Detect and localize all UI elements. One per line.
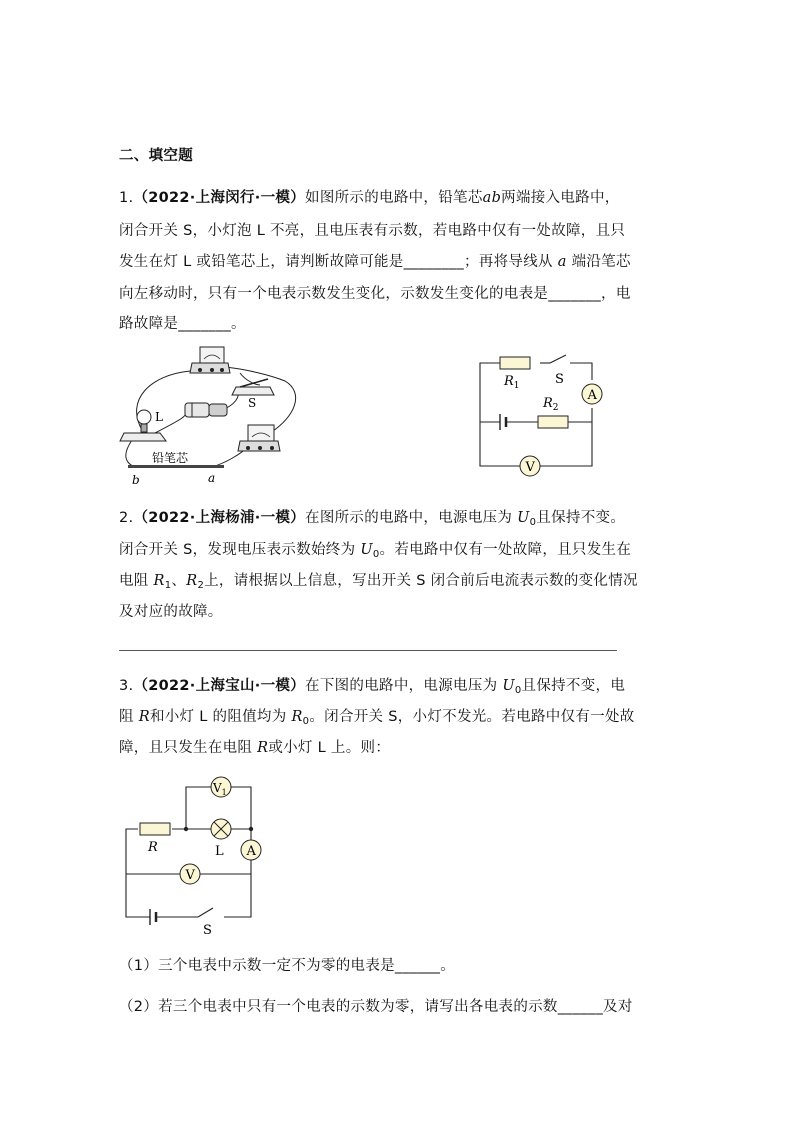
q3-text: 在下图的电路中，电源电压为 [305,678,503,694]
q2-var-r1: R [153,573,165,589]
q2-line-3 [119,571,638,596]
q1-number: 1. [119,190,134,206]
fig1-pencil-label: 铅笔芯 [152,451,189,465]
q2-var-r2-sub: 2 [197,580,205,591]
q2-text: 。若电路中仅有一处故障，且只发生在 [379,542,632,558]
fig2-voltmeter-label: V [525,460,535,475]
q3-text: 。闭合开关 S，小灯不发光。若电路中仅有一处故 [309,709,635,725]
q2-text: 上，请根据以上信息，写出开关 S 闭合前后电流表示数的变化情况 [204,573,638,589]
q1-text: 端沿笔芯 [566,254,631,270]
q2-var-u: U [517,510,530,526]
q1-text: 如图所示的电路中，铅笔芯 [305,190,483,206]
q3-text: 和小灯 L 的阻值均为 [149,709,292,725]
fig3-r-label: R [148,840,158,855]
q3-var-r0: R [291,709,303,725]
q3-text: 或小灯 L 上。则： [268,740,391,756]
q1-line-5: 路故障是_______。 [119,316,246,332]
voltmeter-right-device [238,425,280,451]
q2-var-u-sub: 0 [372,549,380,560]
q3-var-u-sub: 0 [514,685,522,696]
voltmeter-top-device [190,347,230,373]
q1-source: （2022·上海闵行·一模） [133,190,306,206]
q2-var-r1-sub: 1 [164,580,172,591]
fig2-r2-label: $R_2$ [543,396,559,413]
q3-line-1 [119,676,625,701]
fig1-end-b: b [132,473,140,487]
fig3-voltmeter-label: V [185,868,195,883]
fig1-end-a: a [208,471,216,485]
fig2-r1-label: $R_1$ [504,374,520,391]
q2-var-r2: R [186,573,198,589]
fig2-switch-label: S [555,372,564,387]
fig1-lamp-label: L [155,410,163,424]
q3-text: 且保持不变，电 [521,678,626,694]
q2-text: 闭合开关 S，发现电压表示数始终为 [119,542,361,558]
q2-line-1 [119,508,625,533]
q3-var-u: U [502,678,515,694]
fig2-switch-blade [550,355,566,363]
q3-var-r: R [138,709,150,725]
q2-text: 电阻 [119,573,154,589]
q3-line-3 [119,738,390,758]
q2-line-4: 及对应的故障。 [119,604,223,620]
q3-text: 阻 [119,709,139,725]
fig3-schematic [118,772,268,937]
fig3-lamp-label: L [215,844,224,859]
section-title: 二、填空题 [119,148,193,164]
q2-var-u: U [360,542,373,558]
fig2-schematic [470,350,610,475]
q1-text: 两端接入电路中， [501,190,620,206]
q1-line-4: 向左移动时，只有一个电表示数发生变化，示数发生变化的电表是_______，电 [119,286,631,302]
fig3-v1-label: $V_1$ [213,781,227,797]
q1-line-1 [119,188,620,208]
q2-answer-line [119,650,617,651]
q2-text: 在图所示的电路中，电源电压为 [305,510,518,526]
fig3-switch-blade [198,908,213,917]
fig1-switch-label: S [248,396,257,410]
fig3-resistor [140,823,170,835]
fig2-r1-resistor [500,357,530,369]
q3-line-2 [119,707,635,732]
q1-var-ab: ab [482,190,502,206]
switch-device [232,379,274,395]
q2-text: 且保持不变。 [536,510,626,526]
q3-text: 障，且只发生在电阻 [119,740,258,756]
battery-pack [185,403,227,417]
q3-var-r0-sub: 0 [302,716,310,727]
fig3-switch-label: S [203,923,212,938]
q1-line-2: 闭合开关 S，小灯泡 L 不亮，且电压表有示数，若电路中仅有一处故障，且只 [119,223,626,239]
q3-var-r: R [257,740,269,756]
q2-number: 2. [119,510,134,526]
fig2-r2-resistor [538,416,568,428]
q3-source: （2022·上海宝山·一模） [133,678,306,694]
fig2-ammeter-label: A [587,388,597,403]
q3-part-2: （2）若三个电表中只有一个电表的示数为零，请写出各电表的示数______及对 [119,999,633,1015]
q1-var-a: a [557,254,567,270]
q3-part-1: （1）三个电表中示数一定不为零的电表是______。 [119,958,456,974]
fig3-ammeter-label: A [246,844,256,859]
fig1-physical-circuit [120,345,300,485]
q1-line-3 [119,252,631,272]
q3-number: 3. [119,678,134,694]
q2-line-2 [119,540,631,565]
q2-sep: 、 [171,573,187,589]
q2-source: （2022·上海杨浦·一模） [133,510,306,526]
q2-var-u-sub: 0 [529,517,537,528]
fig3-lamp [211,819,231,839]
pencil-lead [128,465,224,468]
q1-text: 发生在灯 L 或铅笔芯上，请判断故障可能是________；再将导线从 [119,254,558,270]
